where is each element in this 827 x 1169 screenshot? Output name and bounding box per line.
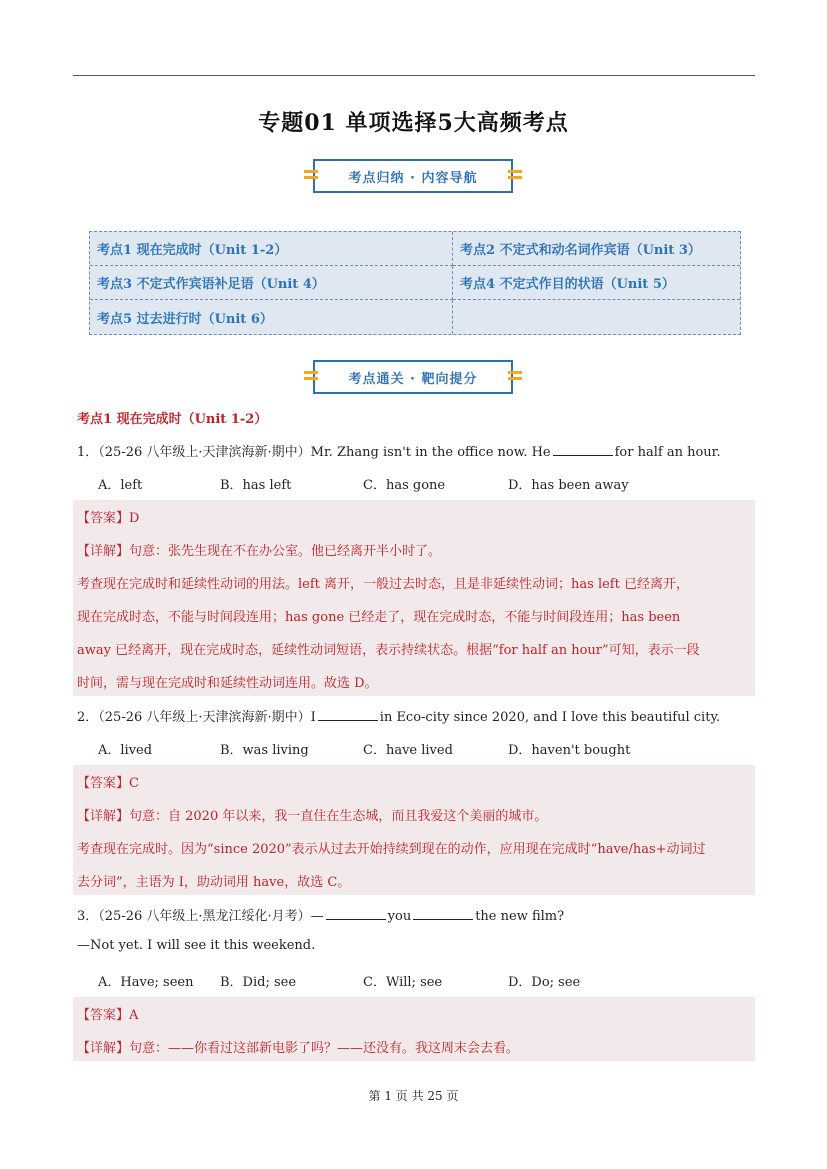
toc-empty-cell [453, 300, 740, 334]
equals-icon [304, 369, 318, 383]
question-3 [77, 905, 564, 924]
toc-table [89, 231, 741, 335]
option[interactable]: A．lived [98, 743, 153, 758]
option[interactable]: B．Did; see [220, 975, 297, 990]
option[interactable]: C．have lived [363, 743, 453, 758]
banner-label: 考点通关 · 靶向提分 [313, 360, 513, 394]
equals-icon [508, 369, 522, 383]
question-1 [77, 441, 721, 460]
option[interactable]: B．was living [220, 743, 309, 758]
answer-blank [318, 710, 378, 721]
option[interactable]: C．has gone [363, 478, 446, 493]
question-text: for half an hour. [614, 445, 721, 460]
question-text: the new film? [475, 909, 565, 924]
toc-item[interactable]: 考点3 不定式作宾语补足语（Unit 4） [90, 266, 453, 300]
question-text: 1．（25-26 八年级上·天津滨海新·期中）Mr. Zhang isn't in the office now. He [77, 445, 551, 460]
detail-line: 【详解】句意：——你看过这部新电影了吗？——还没有。我这周末会去看。 [77, 1041, 520, 1056]
question-text: you [387, 909, 412, 924]
answer-block-1 [73, 500, 755, 696]
detail-line: 去分词”，主语为 I，助动词用 have，故选 C。 [77, 875, 351, 890]
option[interactable]: A．Have; seen [98, 975, 194, 990]
option[interactable]: B．has left [220, 478, 292, 493]
question-text: in Eco-city since 2020, and I love this beautiful city. [379, 710, 721, 725]
answer-block-3 [73, 997, 755, 1061]
option[interactable]: A．left [98, 478, 143, 493]
detail-line: away 已经离开，现在完成时态，延续性动词短语，表示持续状态。根据“for half an hour”可知，表示一段 [77, 643, 700, 658]
answer-label: 【答案】D [77, 511, 140, 526]
answer-blank [553, 445, 613, 456]
option[interactable]: D．has been away [508, 478, 629, 493]
banner-practice [310, 360, 516, 394]
detail-line: 考查现在完成时。因为“since 2020”表示从过去开始持续到现在的动作，应用现在完成时“have/has+动词过 [77, 842, 706, 857]
detail-line: 时间，需与现在完成时和延续性动词连用。故选 D。 [77, 676, 378, 691]
answer-label: 【答案】A [77, 1008, 139, 1023]
toc-item[interactable]: 考点2 不定式和动名词作宾语（Unit 3） [453, 232, 740, 266]
answer-block-2 [73, 765, 755, 895]
detail-line: 现在完成时态，不能与时间段连用；has gone 已经走了，现在完成时态，不能与时间段连用；has been [77, 610, 681, 625]
question-2 [77, 706, 720, 725]
banner-label: 考点归纳 · 内容导航 [313, 159, 513, 193]
toc-item[interactable]: 考点4 不定式作目的状语（Unit 5） [453, 266, 740, 300]
answer-blank [413, 909, 473, 920]
question-text: 2．（25-26 八年级上·天津滨海新·期中）I [77, 710, 316, 725]
equals-icon [508, 168, 522, 182]
detail-line: 【详解】句意：张先生现在不在办公室。他已经离开半小时了。 [77, 544, 442, 559]
detail-line: 【详解】句意：自 2020 年以来，我一直住在生态城，而且我爱这个美丽的城市。 [77, 809, 548, 824]
question-text: 3．（25-26 八年级上·黑龙江绥化·月考）— [77, 909, 324, 924]
equals-icon [304, 168, 318, 182]
toc-item[interactable]: 考点1 现在完成时（Unit 1-2） [90, 232, 453, 266]
page-title: 专题01 单项选择5大高频考点 [258, 110, 569, 136]
answer-label: 【答案】C [77, 776, 139, 791]
answer-blank [326, 909, 386, 920]
option[interactable]: D．haven't bought [508, 743, 631, 758]
header-rule [73, 75, 755, 76]
option[interactable]: D．Do; see [508, 975, 581, 990]
question-3-line2: —Not yet. I will see it this weekend. [77, 938, 316, 953]
option[interactable]: C．Will; see [363, 975, 443, 990]
page-footer: 第 1 页 共 25 页 [368, 1089, 459, 1103]
toc-item[interactable]: 考点5 过去进行时（Unit 6） [90, 300, 453, 334]
banner-navigation [310, 159, 516, 193]
detail-line: 考查现在完成时和延续性动词的用法。left 离开，一般过去时态，且是非延续性动词；has left 已经离开， [77, 577, 689, 592]
section-heading: 考点1 现在完成时（Unit 1-2） [77, 412, 268, 427]
